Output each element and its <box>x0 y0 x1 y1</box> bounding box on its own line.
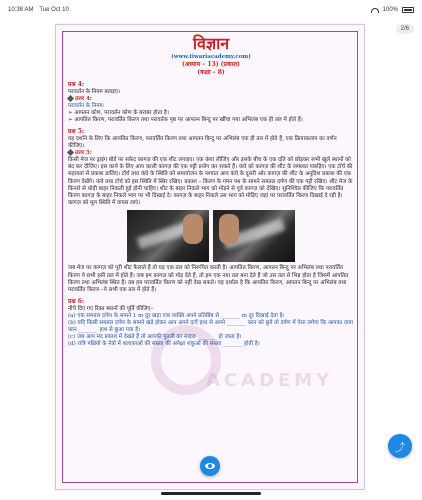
doc-class: (कक्षा – 8) <box>197 69 225 76</box>
ans5-label: उत्तर 5: <box>75 150 92 157</box>
law-1: ➢ आपतन कोण, परावर्तन कोण के बराबर होता है। <box>68 109 169 116</box>
ans4-label-row <box>68 96 354 103</box>
page-content <box>68 35 354 348</box>
q6-d: (d) रात्रि पक्षियों के नेत्रों में शलाकाओं की संख्या की अपेक्षा शंकुओं की संख्या _______ होती है। <box>68 340 260 347</box>
q5-label: प्रश्न 5: <box>68 128 85 136</box>
pdf-page[interactable] <box>55 24 365 490</box>
ans5-label-row <box>68 150 354 157</box>
pencil-icon <box>67 95 74 102</box>
status-left <box>8 7 69 13</box>
q6-label: प्रश्न 6: <box>68 298 85 306</box>
activity-photo-2 <box>213 210 295 262</box>
status-bar <box>0 0 422 20</box>
activity-photo-1 <box>127 210 209 262</box>
status-time: 10:38 AM <box>8 7 34 13</box>
wifi-icon <box>371 8 379 13</box>
doc-title: विज्ञान <box>192 34 230 53</box>
laws-heading: परावर्तन के नियम: <box>68 102 105 109</box>
ans4-label: उत्तर 4: <box>75 95 92 102</box>
pencil-icon <box>67 149 74 156</box>
activity-photos <box>68 210 354 262</box>
status-right <box>371 7 414 13</box>
q6-b: (b) यदि किसी समतल दर्पण के सामने खड़े होकर आप अपने दाएँ हाथ से अपने _______ कान को छूते तो दर्पण में ऐसा लगेगा कि आपका दाया कान _______ हाथ से छुआ गया है। <box>68 319 353 333</box>
home-indicator[interactable] <box>161 492 261 495</box>
q4-text: परावर्तन के नियम बताइए। <box>68 88 120 95</box>
doc-chapter: (अध्याय – 13) (प्रकाश) <box>182 61 240 68</box>
page-indicator: 2/6 <box>396 24 414 34</box>
q6-text: नीचे दिए गए रिक्त स्थानों की पूर्ति कीजिए– <box>68 305 154 312</box>
law-2: ➢ आपतित किरण, परावर्तित किरण तथा परावर्तक पृष्ठ पर आपतन बिन्दु पर खींचा गया अभिलंब एक ही तल में होते हैं। <box>68 116 303 123</box>
share-button[interactable] <box>388 434 412 458</box>
view-mode-button[interactable] <box>200 456 220 476</box>
eye-icon <box>205 463 215 469</box>
battery-percent: 100% <box>382 7 398 13</box>
watermark-text: ACADEMY <box>206 370 334 391</box>
q6-c: (c) जब आप मंद प्रकाश में देखते हैं तो आपकी पुतली का साइज़ _______ हो जाता है। <box>68 333 242 340</box>
ans5-paragraph-2: जब मेज पर कागज़ को पूरी शीट फैलाते हैं तो यह एक तल को निरूपित करती है। आपतित किरण, आपतन बिन्दु पर अभिलंब तथा परावर्तित किरण ये सभी इसी तल में होते हैं। जब हम कागज़ को मोड़ देते हैं, तो हम एक नया तल बना देते हैं जो उस तल से भिन्न होता है जिसमें आपतित किरण तथा अभिलंब स्थित हैं। तब हम परावर्तित किरण को नहीं देख सकते। यह दर्शाता है कि आपतित किरण, आपतन बिन्दु पर अभिलंब तथा परावर्तित किरण –ये सभी एक तल में होते हैं। <box>68 265 349 294</box>
q5-text: यह दर्शाने के लिए कि आपतित किरण, परावर्तित किरण तथा आपतन बिन्दु पर अभिलंब एक ही तल में होते हैं, एक क्रियाकलाप का वर्णन कीजिए। <box>68 135 337 149</box>
status-date: Tue Oct 10 <box>39 7 69 13</box>
q6-a: (a) एक समतल दर्पण के सामने 1 m दूर खड़ा एक व्यक्ति अपने प्रतिबिंब से _______ m दूर दिखाई देता है। <box>68 312 285 319</box>
q4-label: प्रश्न 4: <box>68 81 85 88</box>
doc-site[interactable]: (www.tiwariacademy.com) <box>171 54 251 60</box>
battery-icon <box>402 7 414 13</box>
share-icon: ⤴ <box>395 442 405 454</box>
ans5-paragraph-1: किसी मेज पर ड्राइंग बोर्ड पर सफ़ेद कागज़ की एक शीट लगाइए। एक कंघा लीजिए और इसके बीच के एक दाँते को छोड़कर सभी खुले स्थानों को बंद कर दीजिए। इस कार्य के लिए आप काली कागज़ की एक पट्टी प्रयोग कर सकते हैं। कंघे को कागज़ की शीट के लम्बवत पकड़िए। एक टॉर्च की सहायता से प्रकाश डालिए। टॉर्च तथा कंघे के स्थिति को समायोजन के पश्चात आप कंघे के दूसरी ओर कागज़ की शीट के अनुदिश प्रकाश की एक किरण देखेंगे। कंघे तथा टॉर्च को इस स्थिति में स्थिर रखिए। प्रकाश – किरण के गमन पथ के सामने समतल दर्पण की एक पट्टी रखिए। शीट मेज के किनारे से थोड़ी बाहर निकली हुई होनी चाहिए। शीट के बाहर निकले भाग को मोड़ने से पूर्व कागज़ को देखिए। सुनिश्चित कीजिए कि परावर्तित किरण कागज़ के बाहर निकले भाग पर भी दिखाई दे। कागज़ के बाहर निकले उस भाग को मोड़िए जहां पर परावर्तित किरण दिखाई दे रही है। कागज़ को मूल स्थिति में वापस लाएं। <box>68 157 353 207</box>
